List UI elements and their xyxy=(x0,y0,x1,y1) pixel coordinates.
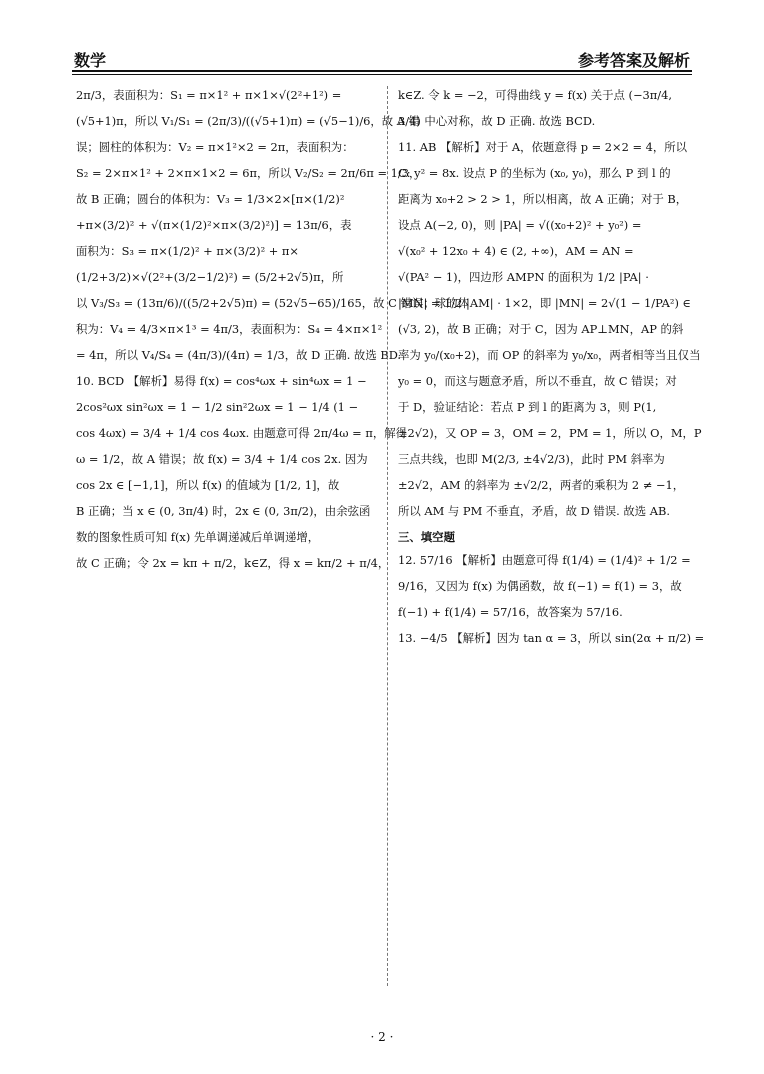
text-line: 三点共线，也即 M(2/3, ±4√2/3)，此时 PM 斜率为 xyxy=(398,452,665,466)
text-line: √(PA² − 1)，四边形 AMPN 的面积为 1/2 |PA| · xyxy=(398,270,649,284)
text-line: y₀ = 0，而这与题意矛盾，所以不垂直，故 C 错误；对 xyxy=(398,374,677,388)
page-header xyxy=(72,44,692,70)
text-line: 11. AB 【解析】对于 A，依题意得 p = 2×2 = 4，所以 xyxy=(398,140,688,154)
header-title: 参考答案及解析 xyxy=(577,51,690,70)
text-line: ±2√2，AM 的斜率为 ±√2/2，两者的乘积为 2 ≠ −1， xyxy=(398,478,685,492)
text-line: 三、填空题 xyxy=(398,530,455,544)
text-line: C: y² = 8x. 设点 P 的坐标为 (x₀, y₀)，那么 P 到 l 的 xyxy=(398,166,671,180)
column-divider xyxy=(387,86,388,986)
page-number: · 2 · xyxy=(370,1030,394,1044)
text-line: cos 4ωx) = 3/4 + 1/4 cos 4ωx. 由题意可得 2π/4ω = π，解得 xyxy=(76,426,407,440)
text-line: f(−1) + f(1/4) = 57/16，故答案为 57/16. xyxy=(398,605,623,619)
text-line: 所以 AM 与 PM 不垂直，矛盾，故 D 错误. 故选 AB. xyxy=(398,504,671,518)
text-line: 距离为 x₀+2 > 2 > 1，所以相离，故 A 正确；对于 B， xyxy=(398,192,688,206)
text-line: 以 V₃/S₃ = (13π/6)/((5/2+2√5)π) = (52√5−65)/165，故 C 错误；球的体 xyxy=(76,296,469,310)
text-line: 积为：V₄ = 4/3×π×1³ = 4π/3，表面积为：S₄ = 4×π×1² xyxy=(76,322,383,336)
text-line: +π×(3/2)² + √(π×(1/2)²×π×(3/2)²)] = 13π/6，表 xyxy=(76,218,352,232)
text-line: 误；圆柱的体积为：V₂ = π×1²×2 = 2π，表面积为： xyxy=(76,140,354,154)
text-line: 13. −4/5 【解析】因为 tan α = 3，所以 sin(2α + π/2) = xyxy=(398,631,705,645)
text-line: (√5+1)π，所以 V₁/S₁ = (2π/3)/((√5+1)π) = (√5−1)/6，故 A 错 xyxy=(76,114,421,128)
text-line: 3/4) 中心对称，故 D 正确. 故选 BCD. xyxy=(398,114,596,128)
text-line: 12. 57/16 【解析】由题意可得 f(1/4) = (1/4)² + 1/2 = xyxy=(398,553,691,567)
text-line: k∈Z. 令 k = −2，可得曲线 y = f(x) 关于点 (−3π/4, xyxy=(398,88,672,102)
subject-label: 数学 xyxy=(74,51,107,70)
text-line: S₂ = 2×π×1² + 2×π×1×2 = 6π，所以 V₂/S₂ = 2π/6π = 1/3， xyxy=(76,166,421,180)
text-line: ω = 1/2，故 A 错误；故 f(x) = 3/4 + 1/4 cos 2x. 因为 xyxy=(76,452,368,466)
text-line: 设点 A(−2, 0)，则 |PA| = √((x₀+2)² + y₀²) = xyxy=(398,218,642,232)
text-line: 2π/3，表面积为：S₁ = π×1² + π×1×√(2²+1²) = xyxy=(76,88,342,102)
text-line: √(x₀² + 12x₀ + 4) ∈ (2, +∞)，AM = AN = xyxy=(398,244,634,258)
text-line: 故 B 正确；圆台的体积为：V₃ = 1/3×2×[π×(1/2)² xyxy=(76,192,345,206)
text-line: 率为 y₀/(x₀+2)，而 OP 的斜率为 y₀/x₀，两者相等当且仅当 xyxy=(398,348,701,362)
text-line: B 正确；当 x ∈ (0, 3π/4) 时，2x ∈ (0, 3π/2)，由余弦函 xyxy=(76,504,371,518)
text-line: 10. BCD 【解析】易得 f(x) = cos⁴ωx + sin⁴ωx = 1 − xyxy=(76,374,367,388)
text-line: 于 D，验证结论：若点 P 到 l 的距离为 3，则 P(1, xyxy=(398,400,657,414)
header-rule xyxy=(72,70,692,72)
text-line: (1/2+3/2)×√(2²+(3/2−1/2)²) = (5/2+2√5)π，所 xyxy=(76,270,344,284)
header-rule-thin xyxy=(72,74,692,75)
text-line: = 4π，所以 V₄/S₄ = (4π/3)/(4π) = 1/3，故 D 正确. 故选 BD. xyxy=(76,348,402,362)
text-line: 9/16，又因为 f(x) 为偶函数，故 f(−1) = f(1) = 3，故 xyxy=(398,579,682,593)
text-line: 面积为：S₃ = π×(1/2)² + π×(3/2)² + π× xyxy=(76,244,299,258)
text-line: 2cos²ωx sin²ωx = 1 − 1/2 sin²2ωx = 1 − 1/4 (1 − xyxy=(76,400,359,414)
text-line: cos 2x ∈ [−1,1]，所以 f(x) 的值域为 [1/2, 1]，故 xyxy=(76,478,340,492)
text-line: 故 C 正确；令 2x = kπ + π/2，k∈Z，得 x = kπ/2 + π/4， xyxy=(76,556,390,570)
text-line: (√3, 2)，故 B 正确；对于 C，因为 AP⊥MN，AP 的斜 xyxy=(398,322,684,336)
text-line: ±2√2)，又 OP = 3，OM = 2，PM = 1，所以 O，M，P xyxy=(398,426,702,440)
right-column xyxy=(398,86,705,655)
text-line: 数的图象性质可知 f(x) 先单调递减后单调递增， xyxy=(76,530,320,544)
text-line: |MN| = 1/2 |AM| · 1×2，即 |MN| = 2√(1 − 1/PA²) ∈ xyxy=(398,296,691,310)
